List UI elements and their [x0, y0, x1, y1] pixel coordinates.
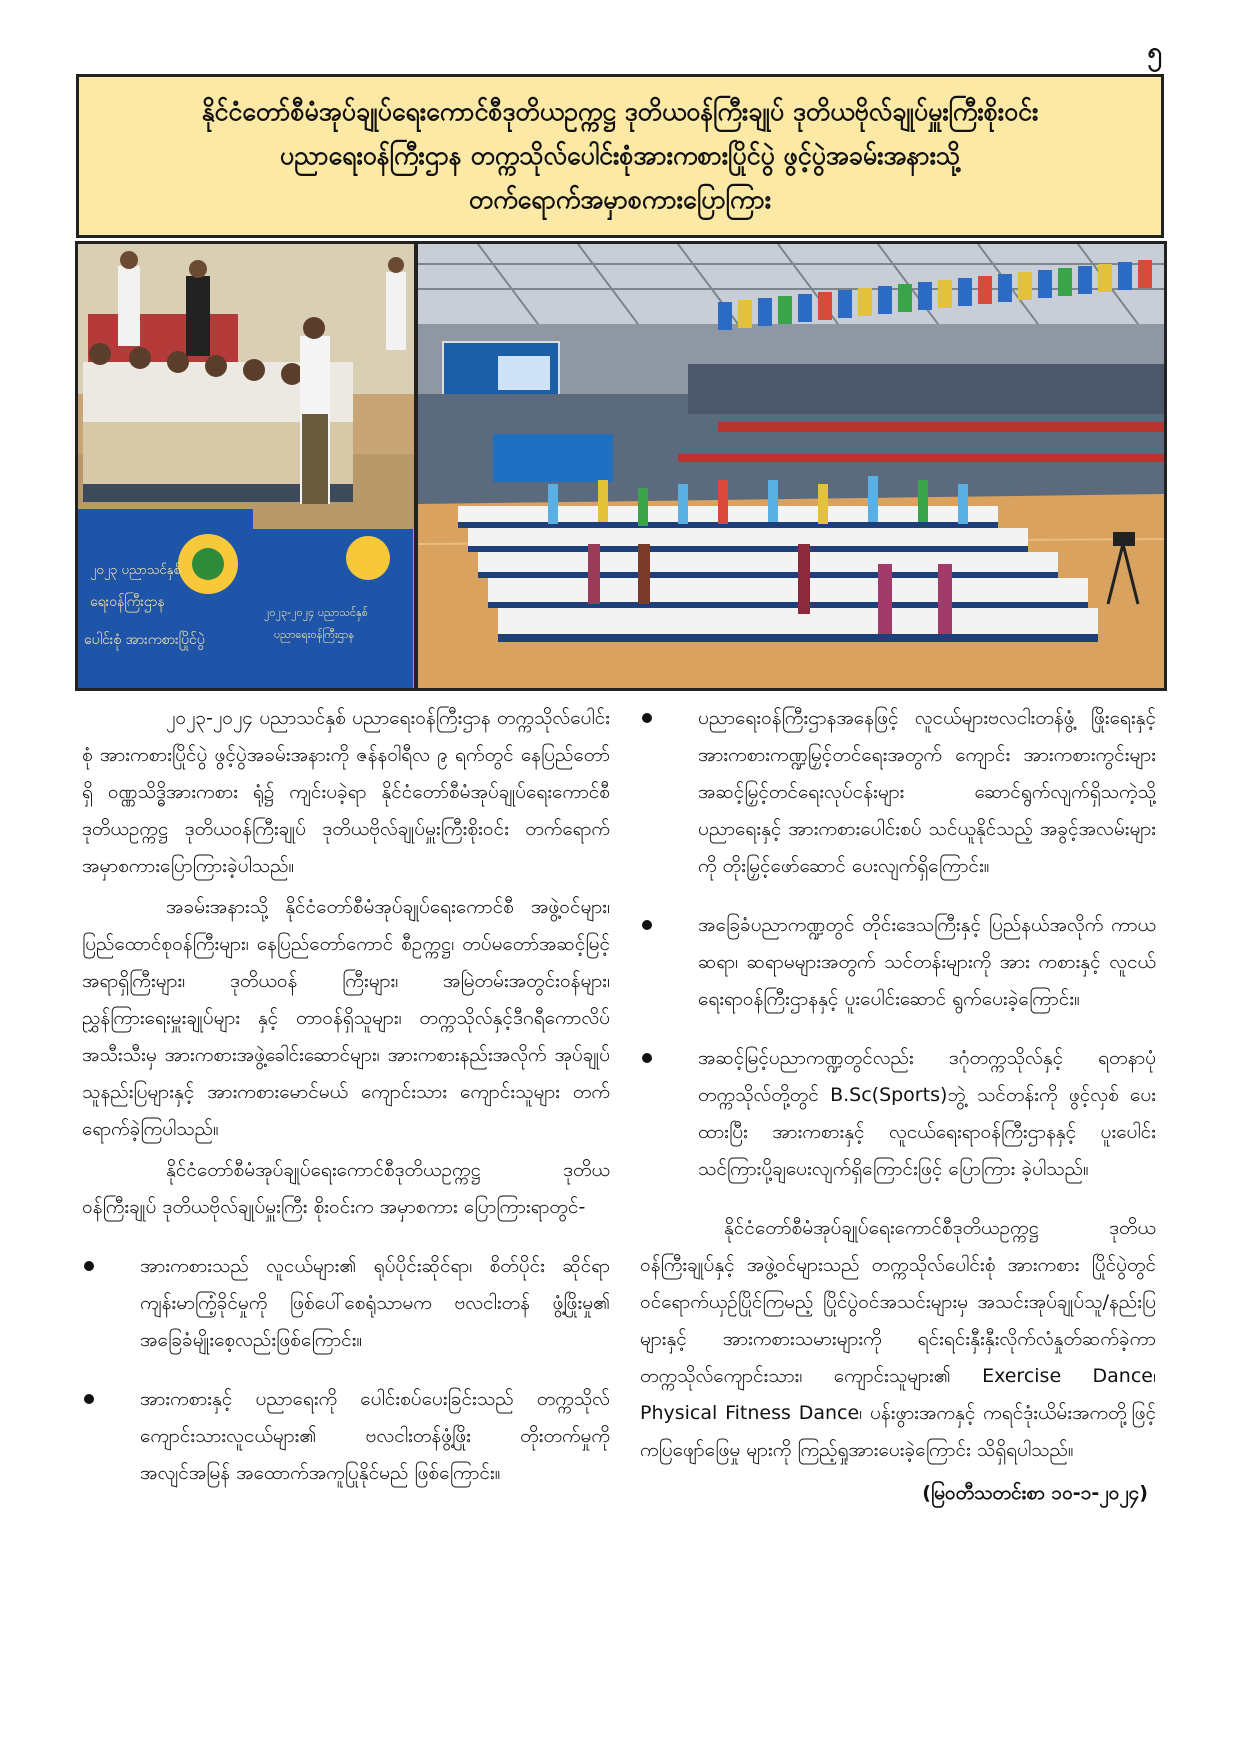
bullet-item-5	[640, 1040, 1156, 1188]
headline-line-2: ပညာရေးဝန်ကြီးဌာန တက္ကသိုလ်ပေါင်းစုံအားကစားပြိုင်ပွဲ ဖွင့်ပွဲအခမ်းအနားသို့	[279, 141, 961, 170]
bullet-text-3: ပညာရေးဝန်ကြီးဌာနအနေဖြင့် လူငယ်များဗလငါးတန်ဖွံ့ ဖြိုးရေးနှင့် အားကစားကဏ္ဍမြှင့်တင်ရေးအတွက် ကျောင်း အားကစားကွင်းများ အဆင့်မြှင့်တင်ရေးလုပ်ငန်းများ ဆောင်ရွက်လျက်ရှိသကဲ့သို့ ပညာရေးနှင့် အားကစားပေါင်းစပ် သင်ယူနိုင်သည့် အခွင့်အလမ်းများကို တိုးမြှင့်ဖော်ဆောင် ပေးလျက်ရှိကြောင်း။	[698, 707, 1156, 877]
page-number: ၅	[1147, 37, 1162, 67]
bullet-icon	[642, 1053, 652, 1063]
right-photo-stadium	[418, 244, 1164, 688]
bullet-item-2	[82, 1381, 610, 1492]
article-right-column	[640, 700, 1156, 1512]
bullet-item-4	[640, 907, 1156, 1018]
article-paragraph-1: ၂၀၂၃-၂၀၂၄ ပညာသင်နှစ် ပညာရေးဝန်ကြီးဌာန တက္ကသိုလ်ပေါင်းစုံ အားကစားပြိုင်ပွဲ ဖွင့်ပွဲအခမ်းအနားကို ဇန်နဝါရီလ ၉ ရက်တွင် နေပြည်တော်ရှိ ဝဏ္ဏသိဒ္ဓိအားကစား ရုံ၌ ကျင်းပခဲ့ရာ နိုင်ငံတော်စီမံအုပ်ချုပ်ရေးကောင်စီဒုတိယဥက္ကဋ္ဌ ဒုတိယဝန်ကြီးချုပ် ဒုတိယဗိုလ်ချုပ်မှူးကြီးစိုးဝင်း တက်ရောက် အမှာစကားပြောကြားခဲ့ပါသည်။	[82, 707, 610, 877]
news-source-credit: (မြဝတီသတင်းစာ ၁၀-၁-၂၀၂၄)	[922, 1482, 1148, 1504]
article-paragraph-3: နိုင်ငံတော်စီမံအုပ်ချုပ်ရေးကောင်စီဒုတိယဥက္ကဋ္ဌ ဒုတိယ ဝန်ကြီးချုပ် ဒုတိယဗိုလ်ချုပ်မှူးကြီး စိုးဝင်းက အမှာစကား ပြောကြားရာတွင်-	[82, 1159, 610, 1218]
bullet-text-4: အခြေခံပညာကဏ္ဍတွင် တိုင်းဒေသကြီးနှင့် ပြည်နယ်အလိုက် ကာယဆရာ၊ ဆရာမများအတွက် သင်တန်းများကို အား ကစားနှင့် လူငယ်ရေးရာဝန်ကြီးဌာနနှင့် ပူးပေါင်းဆောင် ရွက်ပေးခဲ့ကြောင်း။	[698, 914, 1156, 1010]
headline-box	[76, 74, 1164, 238]
event-photo	[75, 241, 1167, 691]
bullet-icon	[642, 713, 652, 723]
bullet-item-3	[640, 700, 1156, 885]
left-photo-officials	[78, 244, 414, 688]
article-paragraph-4: နိုင်ငံတော်စီမံအုပ်ချုပ်ရေးကောင်စီဒုတိယဥက္ကဋ္ဌ ဒုတိယ ဝန်ကြီးချုပ်နှင့် အဖွဲ့ဝင်များသည် တက္ကသိုလ်ပေါင်းစုံ အားကစား ပြိုင်ပွဲတွင် ဝင်ရောက်ယှဉ်ပြိုင်ကြမည့် ပြိုင်ပွဲဝင်အသင်းများမှ အသင်းအုပ်ချုပ်သူ/နည်းပြများနှင့် အားကစားသမားများကို ရင်းရင်းနှီးနှီးလိုက်လံနှုတ်ဆက်ခဲ့ကာ တက္ကသိုလ်ကျောင်းသား၊ ကျောင်းသူများ၏ Exercise Dance၊ Physical Fitness Dance၊ ပန်းဖွားအကနှင့် ကရင်ဒုံးယိမ်းအကတို့ဖြင့် ကပြဖျော်ဖြေမှု များကို ကြည့်ရှုအားပေးခဲ့ကြောင်း သိရှိရပါသည်။	[640, 1217, 1156, 1461]
bullet-icon	[84, 1394, 94, 1404]
bullet-item-1	[82, 1248, 610, 1359]
left-banner-text-2: ရေးဝန်ကြီးဌာန	[90, 594, 165, 610]
left-banner-text-1: ၂၀၂၃ ပညာသင်နှစ်	[90, 563, 181, 578]
left-banner-text-3: ပေါင်းစုံ အားကစားပြိုင်ပွဲ	[84, 632, 205, 648]
bullet-text-1: အားကစားသည် လူငယ်များ၏ ရုပ်ပိုင်းဆိုင်ရာ၊ စိတ်ပိုင်း ဆိုင်ရာ ကျန်းမာကြံ့ခိုင်မှုကို ဖြစ်ပေါ်စေရုံသာမက ဗလငါးတန် ဖွံ့ဖြိုးမှု၏ အခြေခံမျိုးစေ့လည်းဖြစ်ကြောင်း။	[140, 1255, 610, 1351]
bullet-icon	[84, 1261, 94, 1271]
headline-line-1: နိုင်ငံတော်စီမံအုပ်ချုပ်ရေးကောင်စီဒုတိယဥက္ကဋ္ဌ ဒုတိယဝန်ကြီးချုပ် ဒုတိယဗိုလ်ချုပ်မှူးကြီးစိုးဝင်း	[201, 97, 1039, 126]
podium-text-1: ၂၀၂၃-၂၀၂၄ ပညာသင်နှစ်	[264, 606, 368, 619]
headline-line-3: တက်ရောက်အမှာစကားပြောကြား	[468, 185, 772, 214]
bullet-text-5: အဆင့်မြင့်ပညာကဏ္ဍတွင်လည်း ဒဂုံတက္ကသိုလ်နှင့် ရတနာပုံ တက္ကသိုလ်တို့တွင် B.Sc(Sports)ဘွဲ့ သင်တန်းကို ဖွင့်လှစ် ပေးထားပြီး အားကစားနှင့် လူငယ်ရေးရာဝန်ကြီးဌာနနှင့် ပူးပေါင်းသင်ကြားပို့ချပေးလျက်ရှိကြောင်းဖြင့် ပြောကြား ခဲ့ပါသည်။	[698, 1047, 1156, 1180]
podium-text-2: ပညာရေးဝန်ကြီးဌာန	[274, 628, 355, 641]
photo-collage	[78, 244, 1164, 688]
bullet-text-2: အားကစားနှင့် ပညာရေးကို ပေါင်းစပ်ပေးခြင်းသည် တက္ကသိုလ်ကျောင်းသားလူငယ်များ၏ ဗလငါးတန်ဖွံ့ဖြိုး တိုးတက်မှုကို အလျင်အမြန် အထောက်အကူပြုနိုင်မည် ဖြစ်ကြောင်း။	[140, 1388, 610, 1484]
article-left-column	[82, 700, 610, 1514]
bullet-icon	[642, 920, 652, 930]
article-paragraph-2: အခမ်းအနားသို့ နိုင်ငံတော်စီမံအုပ်ချုပ်ရေးကောင်စီ အဖွဲ့ဝင်များ၊ ပြည်ထောင်စုဝန်ကြီးများ၊ နေပြည်တော်ကောင် စီဥက္ကဋ္ဌ၊ တပ်မတော်အဆင့်မြင့်အရာရှိကြီးများ၊ ဒုတိယဝန် ကြီးများ၊ အမြဲတမ်းအတွင်းဝန်များ၊ ညွှန်ကြားရေးမှူးချုပ်များ နှင့် တာဝန်ရှိသူများ၊ တက္ကသိုလ်နှင့်ဒီဂရီကောလိပ်အသီးသီးမှ အားကစားအဖွဲ့ခေါင်းဆောင်များ၊ အားကစားနည်းအလိုက် အုပ်ချုပ်သူနည်းပြများနှင့် အားကစားမောင်မယ် ကျောင်းသား ကျောင်းသူများ တက်ရောက်ခဲ့ကြပါသည်။	[82, 896, 610, 1140]
